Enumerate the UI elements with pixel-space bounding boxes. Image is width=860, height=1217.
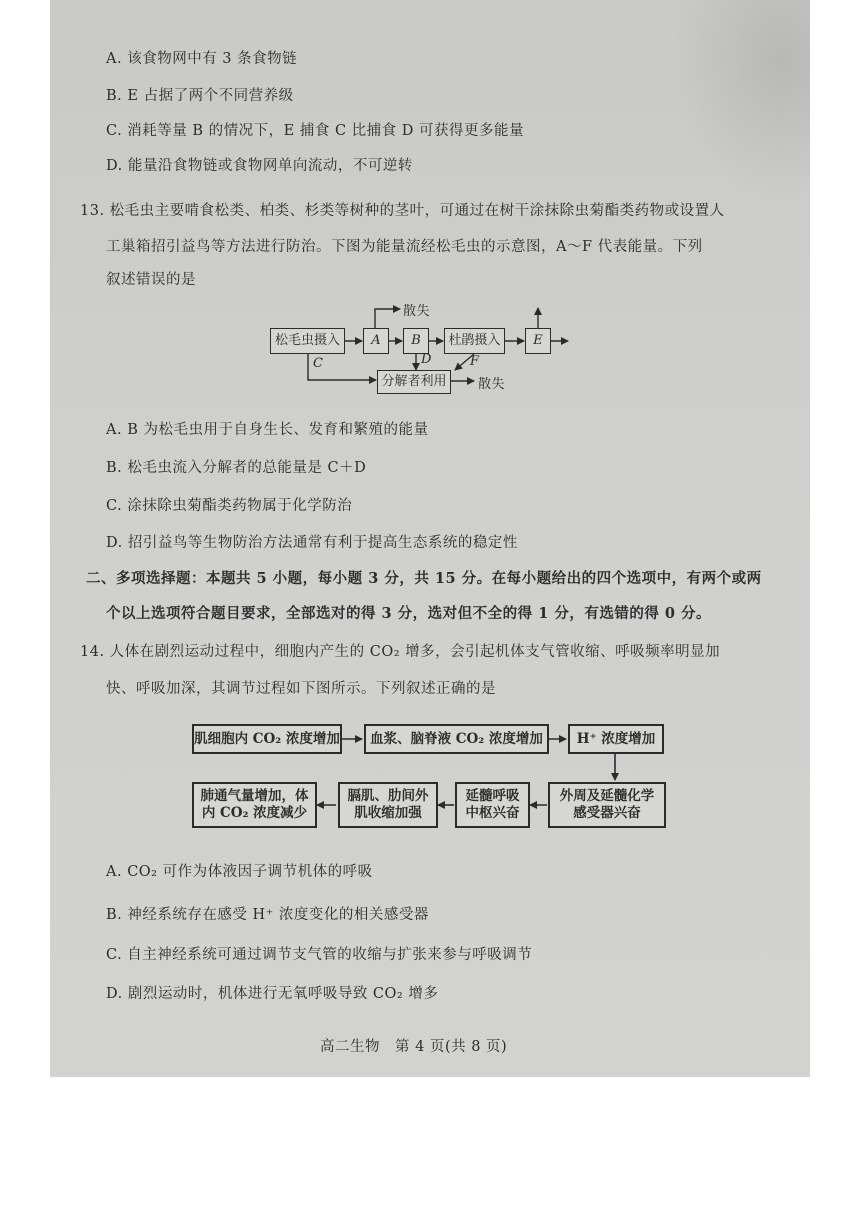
section2-heading-line2: 个以上选项符合题目要求，全部选对的得 3 分，选对但不全的得 1 分，有选错的得 0 分。 bbox=[106, 605, 712, 622]
q13-box-e: E bbox=[525, 328, 551, 354]
q12-option-a: A. 该食物网中有 3 条食物链 bbox=[106, 51, 298, 67]
q14-box6-line2: 肌收缩加强 bbox=[354, 805, 422, 821]
q14-option-a: A. CO₂ 可作为体液因子调节机体的呼吸 bbox=[106, 864, 373, 880]
q13-box-decomposer: 分解者利用 bbox=[377, 370, 451, 394]
q14-stem-line2: 快、呼吸加深，其调节过程如下图所示。下列叙述正确的是 bbox=[106, 681, 496, 697]
q14-box7-line2: 内 CO₂ 浓度减少 bbox=[201, 805, 308, 821]
q13-stem-line1: 13. 松毛虫主要啃食松类、柏类、杉类等树种的茎叶，可通过在树干涂抹除虫菊酯类药物或设置人 bbox=[80, 203, 725, 219]
q13-stem-line2: 工巢箱招引益鸟等方法进行防治。下图为能量流经松毛虫的示意图，A～F 代表能量。下列 bbox=[106, 239, 703, 255]
q14-box-plasma-co2: 血浆、脑脊液 CO₂ 浓度增加 bbox=[364, 724, 549, 754]
q14-option-c: C. 自主神经系统可通过调节支气管的收缩与扩张来参与呼吸调节 bbox=[106, 947, 533, 963]
q14-box-diaphragm bbox=[338, 782, 438, 828]
q14-box5-line2: 中枢兴奋 bbox=[465, 805, 520, 821]
q13-loss-bottom: 散失 bbox=[478, 377, 506, 392]
q13-option-d: D. 招引益鸟等生物防治方法通常有利于提高生态系统的稳定性 bbox=[106, 535, 518, 551]
q14-box4-line2: 感受器兴奋 bbox=[573, 805, 641, 821]
q14-box-respiratory-center bbox=[455, 782, 530, 828]
q13-box-cuckoo: 杜鹃摄入 bbox=[444, 328, 505, 354]
page-footer: 高二生物 第 4 页(共 8 页) bbox=[320, 1039, 508, 1055]
q13-label-c: C bbox=[313, 356, 323, 371]
q12-option-d: D. 能量沿食物链或食物网单向流动，不可逆转 bbox=[106, 158, 413, 174]
q14-box6-line1: 膈肌、肋间外 bbox=[347, 788, 429, 805]
q14-stem-line1: 14. 人体在剧烈运动过程中，细胞内产生的 CO₂ 增多，会引起机体支气管收缩、呼吸频率明显加 bbox=[80, 644, 721, 660]
q13-option-c: C. 涂抹除虫菊酯类药物属于化学防治 bbox=[106, 498, 353, 514]
q13-option-b: B. 松毛虫流入分解者的总能量是 C＋D bbox=[106, 460, 367, 476]
q14-box-muscle-co2: 肌细胞内 CO₂ 浓度增加 bbox=[192, 724, 342, 754]
q13-label-f: F bbox=[470, 354, 480, 369]
q14-box7-line1: 肺通气量增加，体 bbox=[200, 788, 309, 805]
q12-option-b: B. E 占据了两个不同营养级 bbox=[106, 88, 294, 104]
q12-option-c: C. 消耗等量 B 的情况下，E 捕食 C 比捕食 D 可获得更多能量 bbox=[106, 123, 525, 139]
q14-box-chemoreceptor bbox=[548, 782, 666, 828]
q13-stem-line3: 叙述错误的是 bbox=[106, 272, 196, 288]
q14-box4-line1: 外周及延髓化学 bbox=[559, 788, 655, 805]
q14-box5-line1: 延髓呼吸 bbox=[465, 788, 520, 805]
q14-box-h-increase: H⁺ 浓度增加 bbox=[568, 724, 664, 754]
q13-box-a: A bbox=[363, 328, 389, 354]
section2-heading-line1: 二、多项选择题：本题共 5 小题，每小题 3 分，共 15 分。在每小题给出的四个选项中，有两个或两 bbox=[86, 570, 762, 587]
q13-label-d: D bbox=[421, 352, 432, 367]
q14-option-b: B. 神经系统存在感受 H⁺ 浓度变化的相关感受器 bbox=[106, 907, 429, 923]
q13-loss-top: 散失 bbox=[403, 304, 431, 319]
q14-box-ventilation bbox=[192, 782, 317, 828]
q13-box-b: B bbox=[403, 328, 429, 354]
q14-option-d: D. 剧烈运动时，机体进行无氧呼吸导致 CO₂ 增多 bbox=[106, 986, 439, 1002]
q13-box-ingest: 松毛虫摄入 bbox=[270, 328, 345, 354]
q13-option-a: A. B 为松毛虫用于自身生长、发育和繁殖的能量 bbox=[106, 422, 429, 438]
